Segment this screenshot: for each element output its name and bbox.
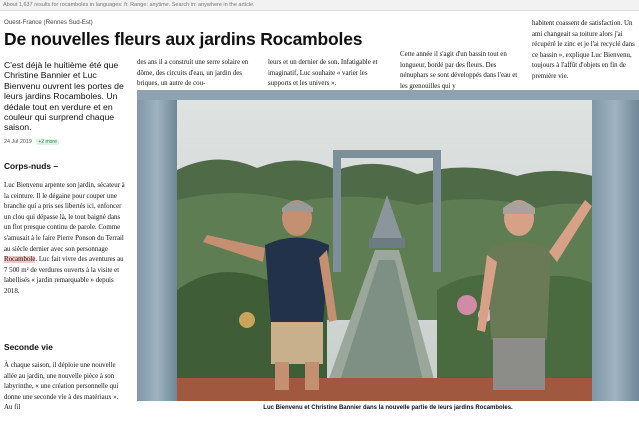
article-lede: C'est déjà le huitième été que Christine Bannier et Luc Bienvenu ouvrent les portes de leurs jardins Rocamboles. Un dédale tout en verdure et en couleur qui surprend chaque saison.: [4, 60, 124, 133]
article-date-row: [4, 139, 59, 145]
body-text: . Luc fait vivre des aventures au 7 500 m² de verdures ouverts à la visite et labellisés « jardin remarquable » depuis 2018.: [4, 256, 124, 295]
body-column-3-top: leurs et un dernier de son. Infatigable et imaginatif, Luc souhaite « varier les supports et les univers ».: [268, 59, 378, 88]
body-text: Luc Bienvenu arpente son jardin, sécateur à la ceinture. Il le dégaine pour couper une branche qui a pris ses libertés ici, enfoncer un clou qui dépasse là, le tout baigné dans un flot presque continu de parole. Comme s'amusait à le faire Pierre Ponson du Terrail au siècle dernier avec son personnage: [4, 182, 125, 253]
body-column-4-top: Cette année il s'agit d'un bassin tout en longueur, bordé par des fleurs. Des nénuphars se sont développés dans l'eau et les grenouilles qui y: [400, 51, 518, 90]
search-term-highlight: Rocambole: [4, 256, 36, 264]
body-column-1-paragraph-1: [4, 181, 128, 298]
article-section: Ouest-France (Rennes Sud-Est): [4, 19, 93, 26]
article-headline: De nouvelles fleurs aux jardins Rocamboles: [4, 29, 363, 49]
search-results-bar: About 1,637 results for rocamboles in languages: fr. Range: anytime. Search in: anywhere in the article.: [0, 0, 639, 11]
more-dates-badge[interactable]: +2 more: [38, 139, 57, 145]
article-date: 24 Jul 2019: [4, 139, 32, 145]
body-column-2-top: des ans il a construit une serre solaire en dôme, des circuits d'eau, un jardin des briques, un autre de cou-: [137, 59, 249, 88]
body-column-5-top: habitent coassent de satisfaction. Un ami changeait sa toiture alors j'ai récupéré le zinc et je l'ai recyclé dans ce bassin », explique Luc Bienvenu, toujours à l'affût d'objets en fin de première vie.: [532, 20, 635, 80]
subhead-corps-nuds: Corps-nuds –: [4, 161, 58, 171]
photo-caption: Luc Bienvenu et Christine Bannier dans la nouvelle partie de leurs jardins Rocamboles.: [263, 405, 513, 411]
body-column-1-paragraph-2: À chaque saison, il déploie une nouvelle allée au jardin, une nouvelle pièce à son labyrinthe, « une création personnelle qui donne une seconde vie à des matériaux ». Au fil: [4, 362, 119, 412]
subhead-seconde-vie: Seconde vie: [4, 342, 53, 352]
garden-photo-illustration: [137, 90, 639, 401]
article-photo: [137, 90, 639, 401]
